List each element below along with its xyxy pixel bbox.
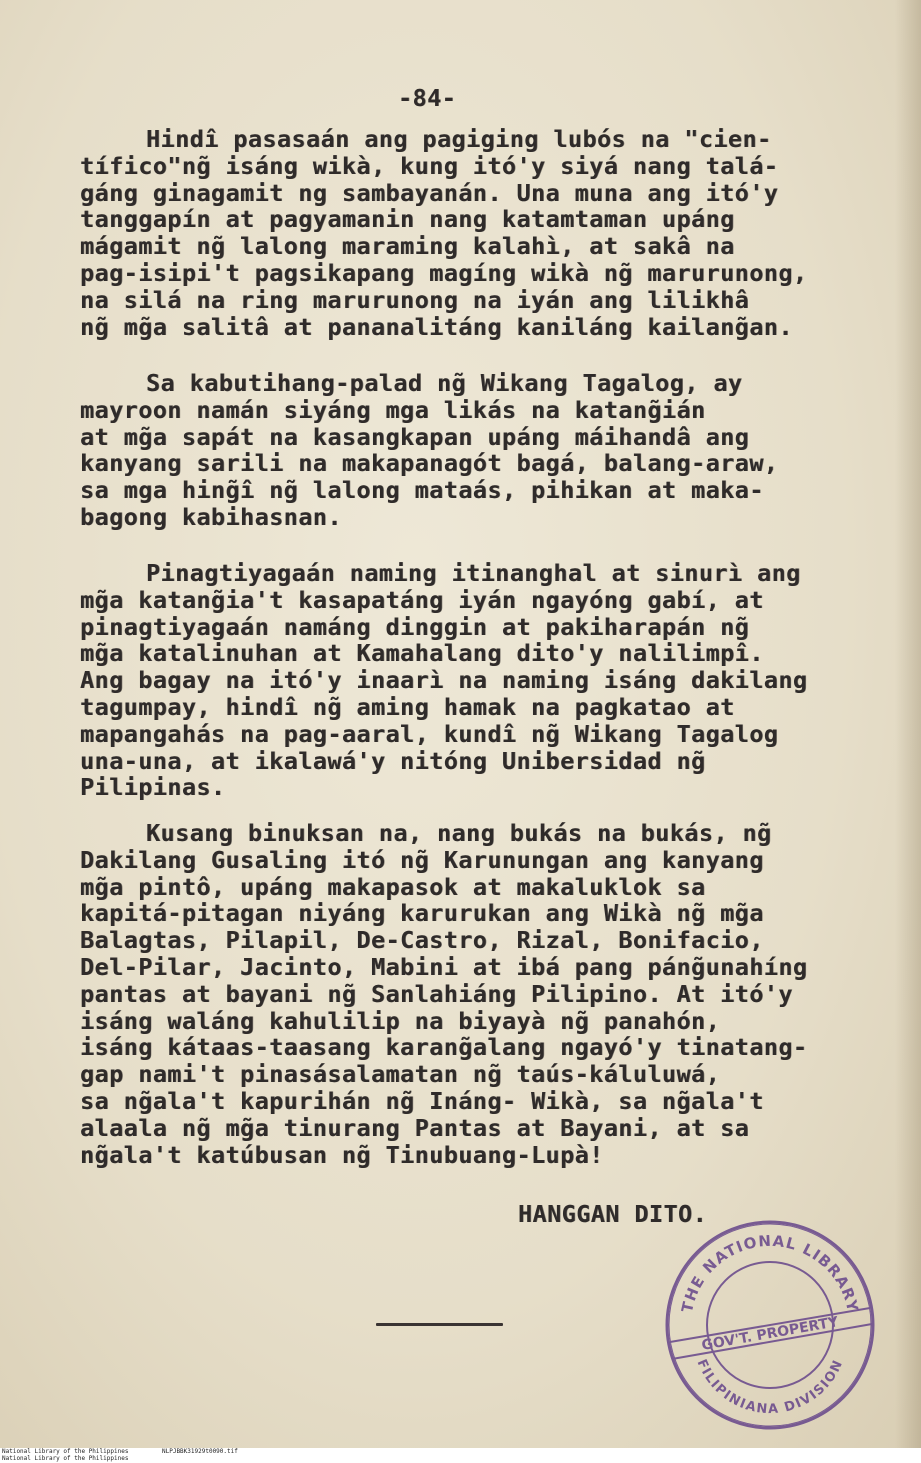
text-line: Sa kabutihang-palad ng̃ Wikang Tagalog, ay	[146, 369, 743, 397]
text-line: isáng waláng kahulilip na biyayà ng̃ panahón,	[80, 1006, 721, 1035]
page-edge-shadow	[895, 0, 921, 1448]
text-line: sa ng̃ala't kapurihán ng̃ Ináng- Wikà, sa ng̃ala't	[80, 1086, 764, 1115]
stamp-bottom-text: FILIPINIANA DIVISION	[693, 1357, 847, 1418]
text-line: ng̃ mg̃a salitâ at pananalitáng kaniláng kailang̃an.	[80, 312, 793, 341]
stamp-top-text: THE NATIONAL LIBRARY	[678, 1231, 863, 1315]
paragraph-4	[80, 820, 807, 1168]
text-line: Kusang binuksan na, nang bukás na bukás, ng̃	[146, 819, 772, 847]
text-line: mágamit ng̃ lalong maraming kalahì, at sakâ na	[80, 232, 735, 261]
text-line: mg̃a katang̃ia't kasapatáng iyán ngayóng gabí, at	[80, 585, 764, 614]
footer-filename: NLPJBBK31929t0090.tif	[162, 1448, 238, 1455]
text-line: kapitá-pitagan niyáng karurukan ang Wikà ng̃ mg̃a	[80, 899, 764, 928]
text-line: pantas at bayani ng̃ Sanlahiáng Pilipino. At itó'y	[80, 979, 793, 1008]
text-line: mg̃a katalinuhan at Kamahalang dito'y nalilimpî.	[80, 639, 764, 668]
paragraph-2	[80, 370, 778, 531]
text-line: ng̃ala't katúbusan ng̃ Tinubuang-Lupà!	[80, 1140, 604, 1169]
text-line: Ang bagay na itó'y inaarì na naming isáng dakilang	[80, 666, 808, 695]
footer-credit-line: National Library of the Philippines	[2, 1448, 129, 1455]
text-line: Hindî pasasaán ang pagiging lubós na "cien-	[146, 125, 772, 153]
text-line: Pilipinas.	[80, 773, 226, 802]
scan-footer	[0, 1448, 921, 1463]
text-line: Del-Pilar, Jacinto, Mabini at ibá pang páng̃unahíng	[80, 952, 808, 981]
text-line: bagong kabihasnan.	[80, 502, 342, 531]
text-line: alaala ng̃ mg̃a tinurang Pantas at Bayani, at sa	[80, 1113, 750, 1142]
text-line: Pinagtiyagaán naming itinanghal at sinurì ang	[146, 559, 801, 587]
text-line: una-una, at ikalawá'y nitóng Unibersidad ng̃	[80, 746, 706, 775]
text-line: isáng kátaas-taasang karang̃alang ngayó'y tinatang-	[80, 1033, 808, 1062]
text-line: tagumpay, hindî ng̃ aming hamak na pagkatao at	[80, 692, 735, 721]
stamp-band-text: GOV'T. PROPERTY	[700, 1314, 840, 1354]
text-line: at mg̃a sapát na kasangkapan upáng máihandâ ang	[80, 422, 750, 451]
text-line: kanyang sarili na makapanagót bagá, balang-araw,	[80, 449, 779, 478]
text-line: mg̃a pintô, upáng makapasok at makaluklok sa	[80, 872, 706, 901]
horizontal-rule	[376, 1323, 503, 1326]
closing-line: HANGGAN DITO.	[518, 1200, 708, 1228]
page-number: -84-	[398, 84, 457, 112]
text-line: na silá na ring marurunong na iyán ang lilikhâ	[80, 285, 750, 314]
footer-credit-line: National Library of the Philippines	[2, 1455, 129, 1462]
text-line: sa mga hing̃î ng̃ lalong mataás, pihikan at maka-	[80, 476, 764, 505]
text-line: Dakilang Gusaling itó ng̃ Karunungan ang kanyang	[80, 845, 764, 874]
text-line: pinagtiyagaán namáng dinggin at pakiharapán ng̃	[80, 612, 750, 641]
text-line: gáng ginagamit ng sambayanán. Una muna ang itó'y	[80, 178, 779, 207]
text-line: pag-isipi't pagsikapang magíng wikà ng̃ marurunong,	[80, 258, 808, 287]
text-line: gap nami't pinasásalamatan ng̃ taús-káluluwá,	[80, 1060, 721, 1089]
text-line: Balagtas, Pilapil, De-Castro, Rizal, Bonifacio,	[80, 926, 764, 955]
text-line: mayroon namán siyáng mga likás na katang̃ián	[80, 395, 706, 424]
library-stamp	[663, 1218, 877, 1432]
paragraph-1	[80, 126, 807, 340]
text-line: tanggapín at pagyamanin nang katamtaman upáng	[80, 205, 735, 234]
paragraph-3	[80, 560, 807, 801]
text-line: tífico"ng̃ isáng wikà, kung itó'y siyá nang talá-	[80, 151, 779, 180]
text-line: mapangahás na pag-aaral, kundî ng̃ Wikang Tagalog	[80, 719, 779, 748]
